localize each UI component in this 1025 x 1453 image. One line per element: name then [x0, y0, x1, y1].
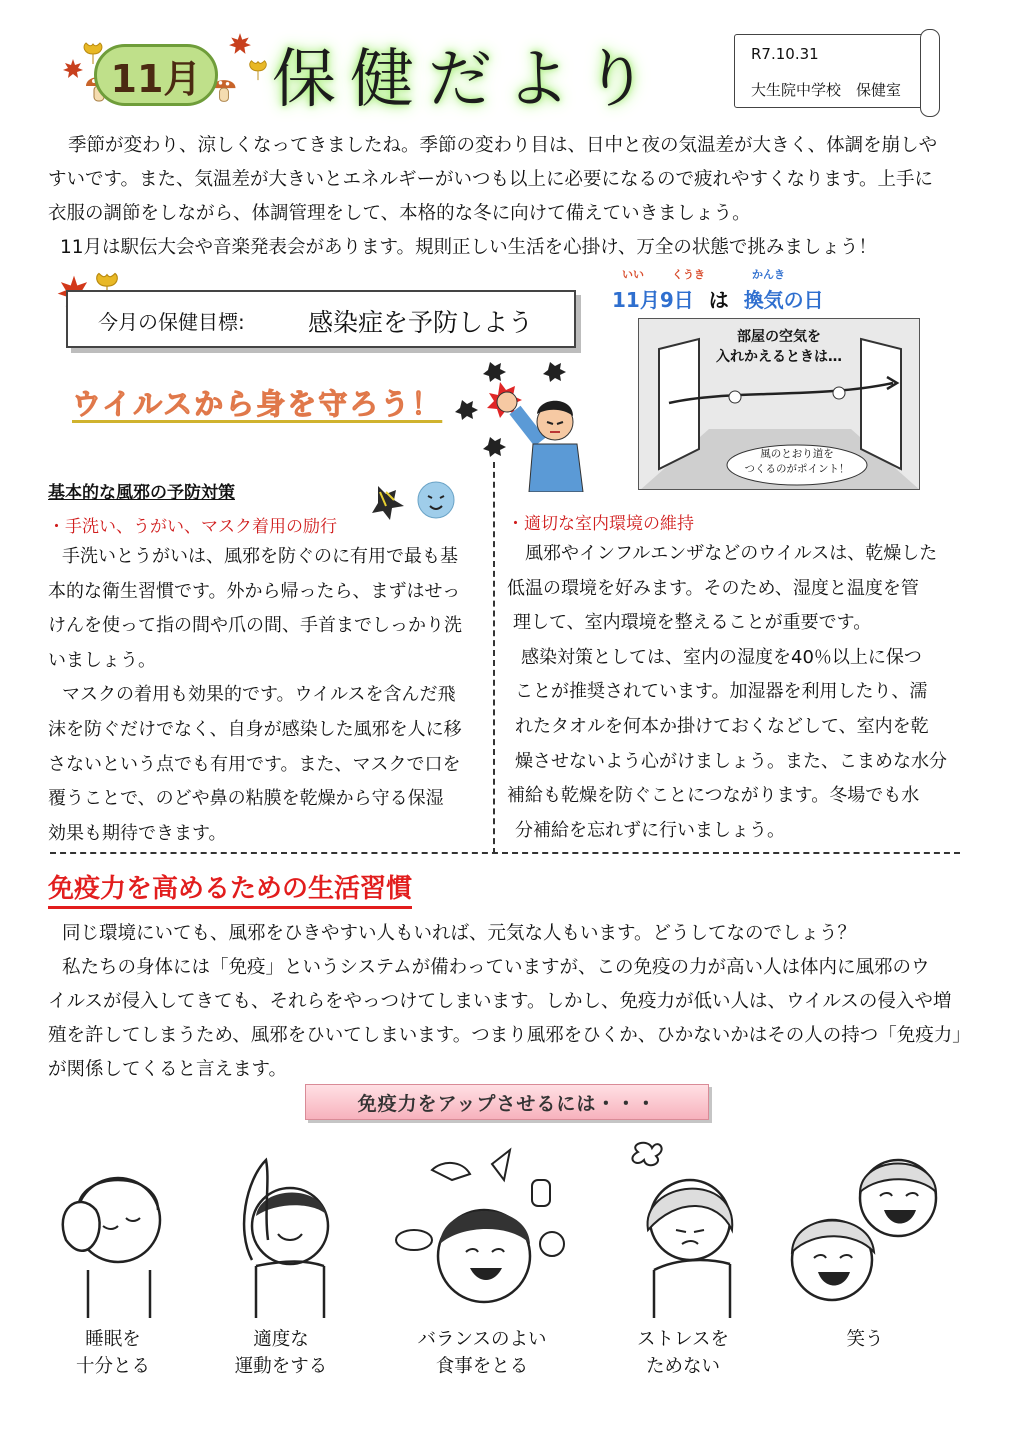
ginkgo-leaf-icon: [246, 58, 270, 82]
ventilation-particle: は: [708, 288, 729, 312]
ventilation-day-name: 換気の日: [743, 288, 824, 312]
habit-label: 適度な: [253, 1329, 309, 1350]
ruby-kanki: かんき: [752, 268, 785, 281]
immune-up-banner: 免疫力をアップさせるには・・・: [305, 1084, 709, 1120]
right-column-line: 燥させないよう心がけましょう。また、こまめな水分: [515, 750, 947, 772]
goal-value: 感染症を予防しよう: [308, 308, 534, 337]
left-column-line: さないという点でも有用です。また、マスクで口を: [48, 753, 461, 775]
habit-label: 食事をとる: [435, 1356, 529, 1377]
habit-label: 運動をする: [234, 1356, 328, 1377]
habit-exercise: [196, 1140, 366, 1380]
ventilation-image-title: 入れかえるときは…: [716, 349, 842, 365]
habit-label: 笑う: [846, 1329, 884, 1350]
right-column-line: 風邪やインフルエンザなどのウイルスは、乾燥した: [525, 543, 938, 564]
right-column-line: 理して、室内環境を整えることが重要です。: [513, 612, 872, 634]
boy-fighting-virus-illustration: [455, 352, 605, 492]
right-column-line: 低温の環境を好みます。そのため、湿度と温度を管: [507, 577, 919, 599]
right-column-line: 補給も乾燥を防ぐことにつながります。冬場でも水: [507, 785, 920, 807]
left-column-line: いましょう。: [48, 649, 156, 671]
ruby-ii: いい: [622, 268, 644, 281]
habit-label: ためない: [645, 1356, 720, 1377]
month-badge: 11月: [94, 44, 218, 106]
monthly-goal-box: [66, 290, 576, 348]
habit-label: ストレスを: [637, 1329, 729, 1350]
immune-section-title: 免疫力を高めるための生活習慣: [48, 868, 412, 909]
ventilation-image-note: 風のとおり道を: [760, 448, 834, 460]
left-column-line: 覆うことで、のどや鼻の粘膜を乾燥から守る保湿: [48, 788, 444, 810]
stretching-boy-icon: [216, 1140, 346, 1320]
left-column-line: 手洗いとうがいは、風邪を防ぐのに有用で最も基: [62, 546, 458, 567]
ventilation-illustration: [638, 318, 920, 490]
maple-leaf-icon: [228, 32, 252, 56]
left-column-subhead: ・手洗い、うがい、マスク着用の励行: [48, 517, 337, 537]
right-column-line: 分補給を忘れずに行いましょう。: [515, 819, 785, 841]
left-column: [48, 478, 488, 851]
issue-date: R7.10.31: [751, 45, 819, 63]
immune-line: イルスが侵入してきても、それらをやっつけてしまいます。しかし、免疫力が低い人は、ウイルスの侵入や増: [48, 991, 952, 1012]
intro-line: 11月は駅伝大会や音楽発表会があります。規則正しい生活を心掛け、万全の状態で挑みましょう！: [60, 237, 877, 258]
intro-text: [48, 129, 978, 265]
ruby-kuuki: くうき: [672, 268, 705, 281]
left-column-title: 基本的な風邪の予防対策: [48, 483, 235, 503]
intro-line: 衣服の調節をしながら、体調管理をして、本格的な冬に向けて備えていきましょう。: [48, 203, 751, 224]
immune-line: 私たちの身体には「免疫」というシステムが備わっていますが、この免疫の力が高い人は体内に風邪のウ: [62, 957, 930, 978]
sleeping-girl-icon: [48, 1140, 178, 1320]
section-divider: [50, 852, 960, 854]
right-column-line: 感染対策としては、室内の湿度を40％以上に保つ: [521, 646, 922, 668]
eating-girl-with-food-icon: [392, 1140, 572, 1320]
habit-label: 睡眠を: [85, 1329, 141, 1350]
ventilation-image-title: 部屋の空気を: [737, 329, 821, 345]
scroll-curl-decoration: [920, 29, 940, 117]
left-column-line: 沫を防ぐだけでなく、自身が感染した風邪を人に移: [48, 718, 462, 740]
issue-info-box: [734, 34, 929, 108]
goal-label: 今月の保健目標:: [98, 310, 245, 334]
right-column: [507, 509, 967, 848]
laughing-people-icon: [770, 1140, 960, 1320]
habit-label: バランスのよい: [417, 1329, 547, 1350]
right-column-line: れたタオルを何本か掛けておくなどして、室内を乾: [515, 715, 929, 737]
habit-label: 十分とる: [75, 1356, 150, 1377]
immune-line: 同じ環境にいても、風邪をひきやすい人もいれば、元気な人もいます。どうしてなのでしょう？: [62, 923, 857, 944]
newsletter-title: 保健だより: [272, 43, 662, 117]
habit-meal: [392, 1140, 572, 1380]
maple-leaf-icon: [62, 58, 84, 80]
left-column-line: マスクの着用も効果的です。ウイルスを含んだ飛: [62, 684, 456, 706]
immune-text: [48, 917, 988, 1087]
issuer-name: 大生院中学校 保健室: [751, 81, 902, 99]
left-column-line: けんを使って指の間や爪の間、手首までしっかり洗: [48, 615, 462, 637]
right-column-subhead: ・適切な室内環境の維持: [507, 514, 694, 534]
intro-line: 季節が変わり、涼しくなってきましたね。季節の変わり目は、日中と夜の気温差が大きく、体調を崩しや: [68, 135, 938, 156]
stressed-woman-icon: [618, 1140, 748, 1320]
ventilation-day-heading: [612, 284, 824, 313]
ventilation-image-note: つくるのがポイント！: [744, 463, 850, 475]
habit-stress: [598, 1140, 768, 1380]
left-column-line: 効果も期待できます。: [48, 822, 227, 844]
virus-heading: ウイルスから身を守ろう！: [72, 387, 443, 421]
ventilation-date: 11月9日: [612, 288, 694, 312]
column-divider: [493, 462, 495, 854]
left-column-line: 本的な衛生習慣です。外から帰ったら、まずはせっ: [48, 580, 461, 602]
immune-line: が関係してくると言えます。: [48, 1059, 288, 1080]
habit-laugh: [770, 1140, 960, 1353]
right-column-line: ことが推奨されています。加湿器を利用したり、濡: [515, 681, 928, 703]
immune-line: 殖を許してしまうため、風邪をひいてしまいます。つまり風邪をひくか、ひかないかはその人の持つ「免疫力」: [48, 1025, 971, 1046]
intro-line: すいです。また、気温差が大きいとエネルギーがいつも以上に必要になるので疲れやすくなります。上手に: [48, 169, 934, 190]
habit-sleep: [28, 1140, 198, 1380]
